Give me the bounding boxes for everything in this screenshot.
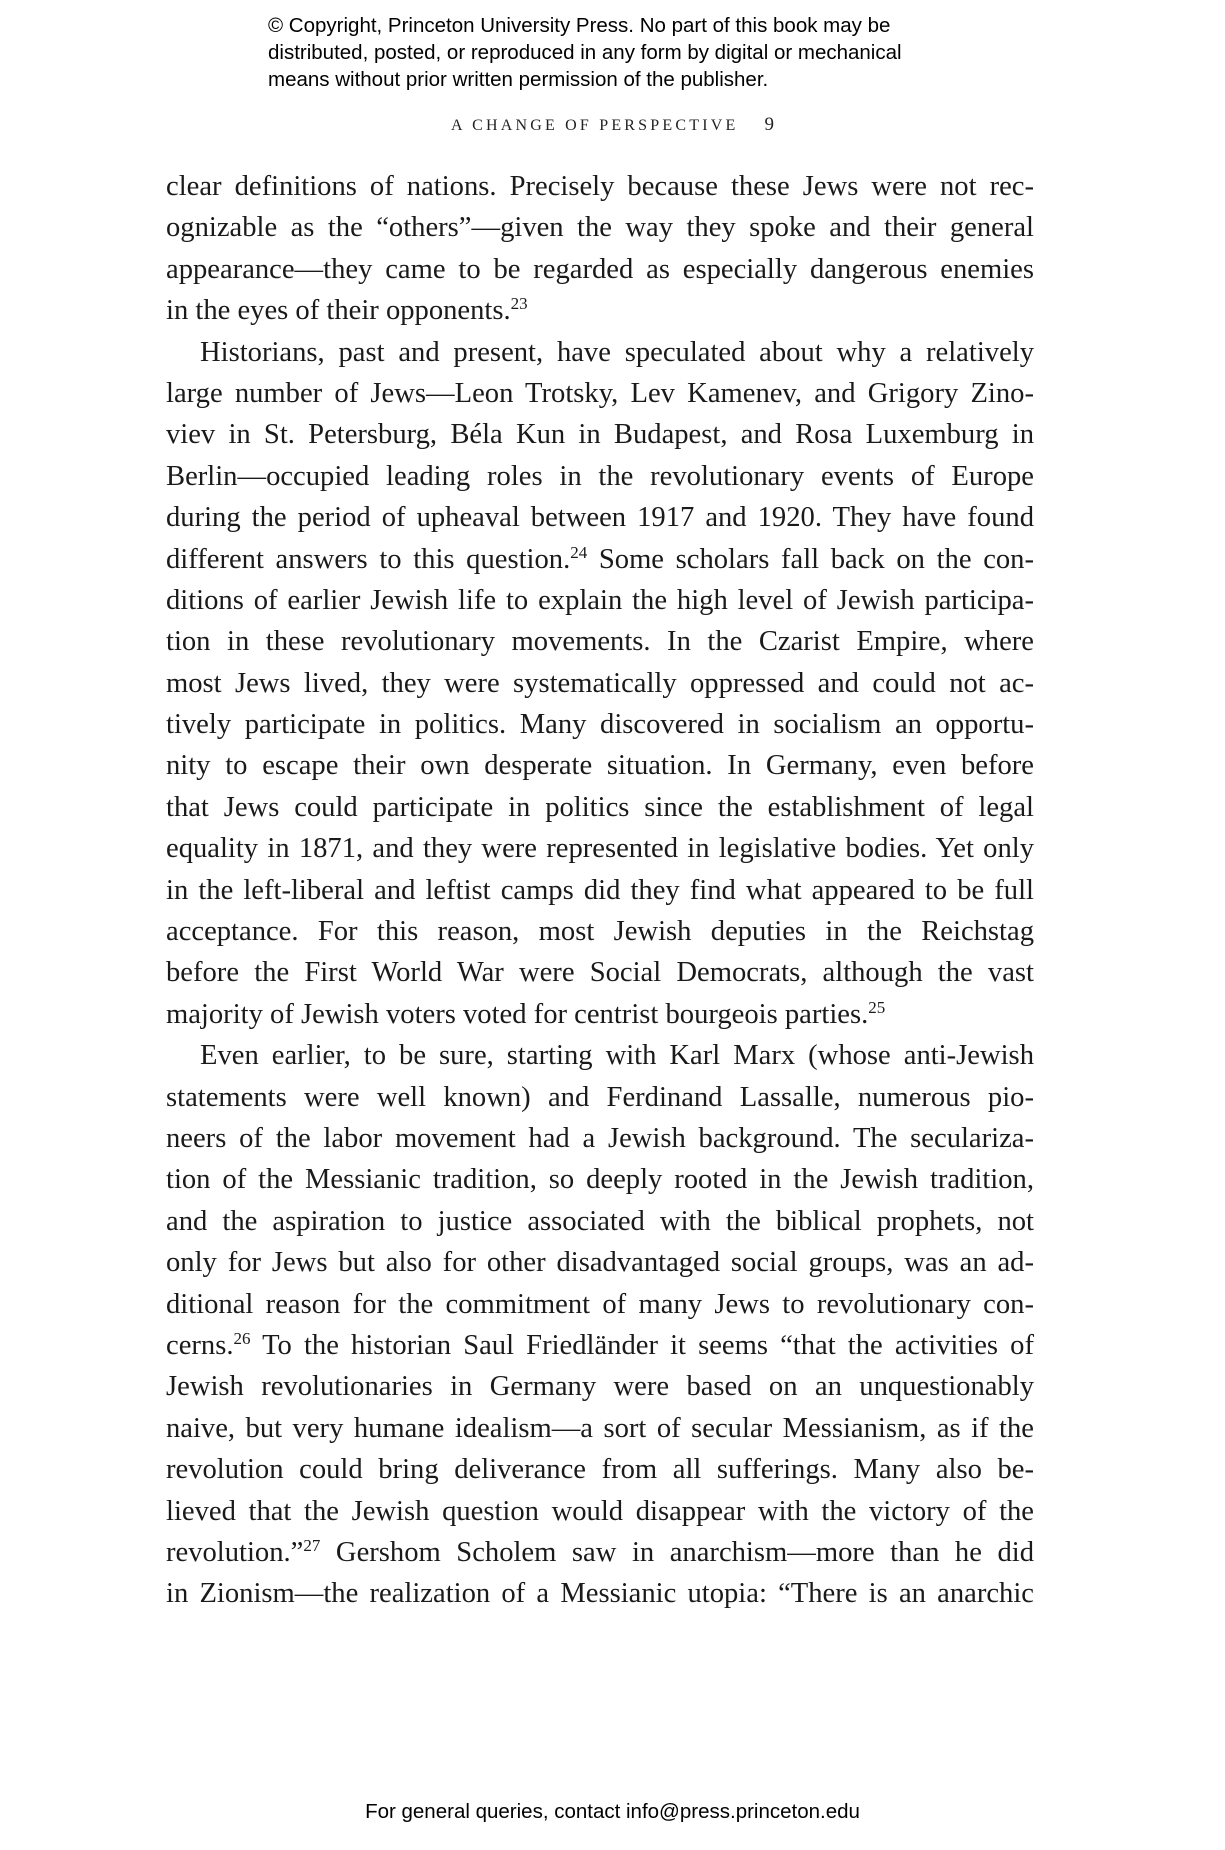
- text-line: cerns.$^{26}$ To the historian Saul Friedländer it seems “that the activities of: [166, 1328, 1034, 1361]
- text-line: neers of the labor movement had a Jewish background. The seculariza-: [166, 1122, 1034, 1154]
- text-line: revolution could bring deliverance from all sufferings. Many also be-: [166, 1454, 1034, 1486]
- text-line: in the eyes of their opponents.$^{23}$: [166, 294, 528, 327]
- text-line: tion of the Messianic tradition, so deeply rooted in the Jewish tradition,: [166, 1164, 1034, 1196]
- footnote-ref: 24: [570, 542, 588, 562]
- text-line: in Zionism—the realization of a Messianic utopia: “There is an anarchic: [166, 1578, 1034, 1610]
- text-line: tively participate in politics. Many discovered in socialism an opportu-: [166, 709, 1034, 741]
- text-line: during the period of upheaval between 1917 and 1920. They have found: [166, 502, 1034, 534]
- text-line: nity to escape their own desperate situation. In Germany, even before: [166, 750, 1034, 782]
- copyright-line: distributed, posted, or reproduced in any form by digital or mechanical: [268, 41, 902, 64]
- text-line: most Jews lived, they were systematically oppressed and could not ac-: [166, 667, 1034, 699]
- text-line: naive, but very humane idealism—a sort of secular Messianism, as if the: [166, 1412, 1034, 1444]
- text-line: ditions of earlier Jewish life to explain the high level of Jewish participa-: [166, 584, 1034, 616]
- text-line: acceptance. For this reason, most Jewish deputies in the Reichstag: [166, 916, 1034, 948]
- text-line: before the First World War were Social Democrats, although the vast: [166, 957, 1034, 989]
- text-line: equality in 1871, and they were represented in legislative bodies. Yet only: [166, 833, 1034, 865]
- footnote-ref: 25: [868, 997, 886, 1017]
- text-line: that Jews could participate in politics since the establishment of legal: [166, 791, 1034, 823]
- copyright-notice: [268, 12, 902, 93]
- text-line: ditional reason for the commitment of many Jews to revolutionary con-: [166, 1288, 1034, 1320]
- footnote-ref: 27: [303, 1535, 321, 1555]
- text-line: lieved that the Jewish question would disappear with the victory of the: [166, 1495, 1034, 1527]
- page-number: 9: [764, 114, 774, 135]
- text-line: and the aspiration to justice associated with the biblical prophets, not: [166, 1205, 1034, 1237]
- text-line: Historians, past and present, have speculated about why a relatively: [200, 336, 1034, 368]
- text-line: revolution.”$^{27}$ Gershom Scholem saw in anarchism—more than he did: [166, 1535, 1034, 1568]
- contact-footer: For general queries, contact info@press.princeton.edu: [365, 1800, 860, 1823]
- copyright-line: © Copyright, Princeton University Press. No part of this book may be: [268, 14, 891, 37]
- footnote-ref: 26: [233, 1328, 251, 1348]
- chapter-title: A CHANGE OF PERSPECTIVE: [451, 117, 739, 134]
- text-line: large number of Jews—Leon Trotsky, Lev Kamenev, and Grigory Zino-: [166, 377, 1034, 409]
- text-line: statements were well known) and Ferdinand Lassalle, numerous pio-: [166, 1081, 1034, 1113]
- copyright-line: means without prior written permission of the publisher.: [268, 68, 769, 91]
- text-line: clear definitions of nations. Precisely because these Jews were not rec-: [166, 171, 1034, 202]
- text-line: Jewish revolutionaries in Germany were based on an unquestionably: [166, 1371, 1034, 1403]
- body-text: [166, 166, 1034, 1615]
- text-line: in the left-liberal and leftist camps did they find what appeared to be full: [166, 874, 1034, 906]
- text-line: majority of Jewish voters voted for centrist bourgeois parties.$^{25}$: [166, 997, 886, 1030]
- text-line: ognizable as the “others”—given the way they spoke and their general: [166, 212, 1034, 244]
- footnote-ref: 23: [510, 294, 528, 314]
- running-head: [0, 114, 1225, 136]
- text-line: different answers to this question.$^{24}$ Some scholars fall back on the con-: [166, 542, 1034, 575]
- text-line: Even earlier, to be sure, starting with Karl Marx (whose anti-Jewish: [200, 1040, 1034, 1072]
- text-line: Berlin—occupied leading roles in the revolutionary events of Europe: [166, 460, 1034, 492]
- text-line: appearance—they came to be regarded as especially dangerous enemies: [166, 253, 1034, 285]
- text-line: viev in St. Petersburg, Béla Kun in Budapest, and Rosa Luxemburg in: [166, 419, 1034, 451]
- text-line: tion in these revolutionary movements. In the Czarist Empire, where: [166, 626, 1034, 658]
- text-line: only for Jews but also for other disadvantaged social groups, was an ad-: [166, 1247, 1034, 1279]
